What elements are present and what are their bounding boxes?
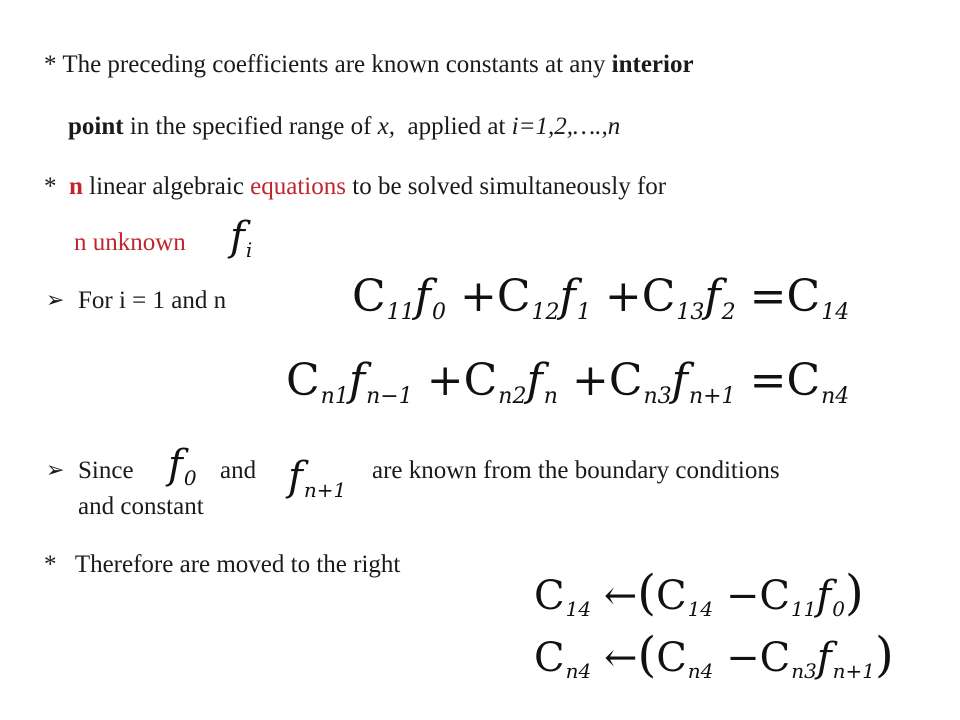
interior-bold: interior xyxy=(611,51,694,78)
n-bold: n xyxy=(69,173,83,200)
f-i-math: $f_i$ xyxy=(230,214,253,262)
and-constant-text: and constant xyxy=(78,493,204,520)
star-marker: * xyxy=(44,173,57,200)
assignment-c14: $C_{14}$ $\leftarrow(C_{14} -C_{11}f_0)$ xyxy=(534,565,864,621)
n-unknown-text: n unknown xyxy=(74,229,186,256)
range-text: in the specified range of xyxy=(129,113,372,140)
coefficients-text: The preceding coefficients are known constants at any xyxy=(62,51,606,78)
since-label: Since xyxy=(78,457,134,484)
arrow-bullet-icon: ➢ xyxy=(46,288,65,313)
for-i-label: For i = 1 and n xyxy=(78,287,227,314)
point-bold: point xyxy=(68,113,124,140)
line-linear-equations xyxy=(44,172,666,202)
equation-first-row: $C_{11}f_0 +C_{12}f_1 +C_{13}f_2 =C_{14}$ xyxy=(352,271,850,325)
index-range: i=1,2,….,n xyxy=(511,113,621,140)
linear-text: linear algebraic xyxy=(89,173,244,200)
boundary-conditions-text: are known from the boundary conditions xyxy=(372,457,780,484)
assignment-cn4: $C_{n4}$ $\leftarrow(C_{n4} -C_{n3}f_{n+1})$ xyxy=(534,627,894,683)
equation-last-row: $C_{n1}f_{n-1} +C_{n2}f_n +C_{n3}f_{n+1} =C_{n4}$ xyxy=(286,355,850,409)
line-coefficients xyxy=(44,50,694,80)
x-var: x, xyxy=(377,113,396,140)
star-marker: * xyxy=(44,551,57,578)
f-n-plus-one-math: $f_{n+1}$ xyxy=(288,454,347,502)
and-label: and xyxy=(220,457,257,484)
moved-right-text: Therefore are moved to the right xyxy=(74,551,401,578)
f-i-subscript: i xyxy=(245,238,253,262)
line-point-range xyxy=(68,112,620,142)
solved-text: to be solved simultaneously for xyxy=(352,173,667,200)
line-moved-right xyxy=(44,550,400,580)
star-marker: * xyxy=(44,51,57,78)
f-zero-math: $f_0$ xyxy=(168,442,197,490)
applied-text: applied at xyxy=(407,113,506,140)
equations-red: equations xyxy=(250,173,346,200)
arrow-bullet-icon: ➢ xyxy=(46,458,65,483)
